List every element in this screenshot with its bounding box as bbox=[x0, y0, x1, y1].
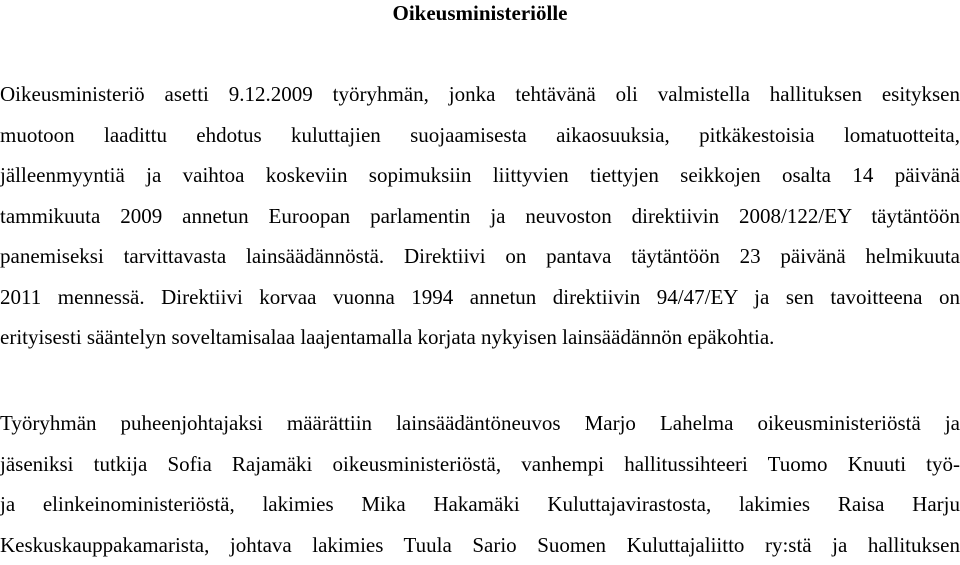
paragraph-1-line-3: jälleenmyyntiä ja vaihtoa koskeviin sopimuksiin liittyvien tiettyjen seikkojen osalta 14 päivänä bbox=[0, 155, 960, 196]
paragraph-1-line-6: 2011 mennessä. Direktiivi korvaa vuonna 1994 annetun direktiivin 94/47/EY ja sen tavoitteena on bbox=[0, 277, 960, 318]
paragraph-2-line-1: Työryhmän puheenjohtajaksi määrättiin lainsäädäntöneuvos Marjo Lahelma oikeusministeriöstä ja bbox=[0, 403, 960, 444]
paragraph-2 bbox=[0, 403, 960, 565]
paragraph-2-line-4: Keskuskauppakamarista, johtava lakimies Tuula Sario Suomen Kuluttajaliitto ry:stä ja hallituksen bbox=[0, 525, 960, 565]
document-title: Oikeusministeriölle bbox=[0, 0, 960, 26]
paragraph-1-line-7: erityisesti sääntelyn soveltamisalaa laajentamalla korjata nykyisen lainsäädännön epäkohtia. bbox=[0, 317, 960, 358]
paragraph-2-line-2: jäseniksi tutkija Sofia Rajamäki oikeusministeriöstä, vanhempi hallitussihteeri Tuomo Knuuti työ- bbox=[0, 444, 960, 485]
paragraph-1 bbox=[0, 74, 960, 358]
paragraph-1-line-5: panemiseksi tarvittavasta lainsäädännöstä. Direktiivi on pantava täytäntöön 23 päivänä helmikuuta bbox=[0, 236, 960, 277]
paragraph-1-line-2: muotoon laadittu ehdotus kuluttajien suojaamisesta aikaosuuksia, pitkäkestoisia lomatuotteita, bbox=[0, 115, 960, 156]
paragraph-1-line-1: Oikeusministeriö asetti 9.12.2009 työryhmän, jonka tehtävänä oli valmistella hallituksen esityksen bbox=[0, 74, 960, 115]
paragraph-2-line-3: ja elinkeinoministeriöstä, lakimies Mika Hakamäki Kuluttajavirastosta, lakimies Raisa Harju bbox=[0, 484, 960, 525]
paragraph-1-line-4: tammikuuta 2009 annetun Euroopan parlamentin ja neuvoston direktiivin 2008/122/EY täytäntöön bbox=[0, 196, 960, 237]
